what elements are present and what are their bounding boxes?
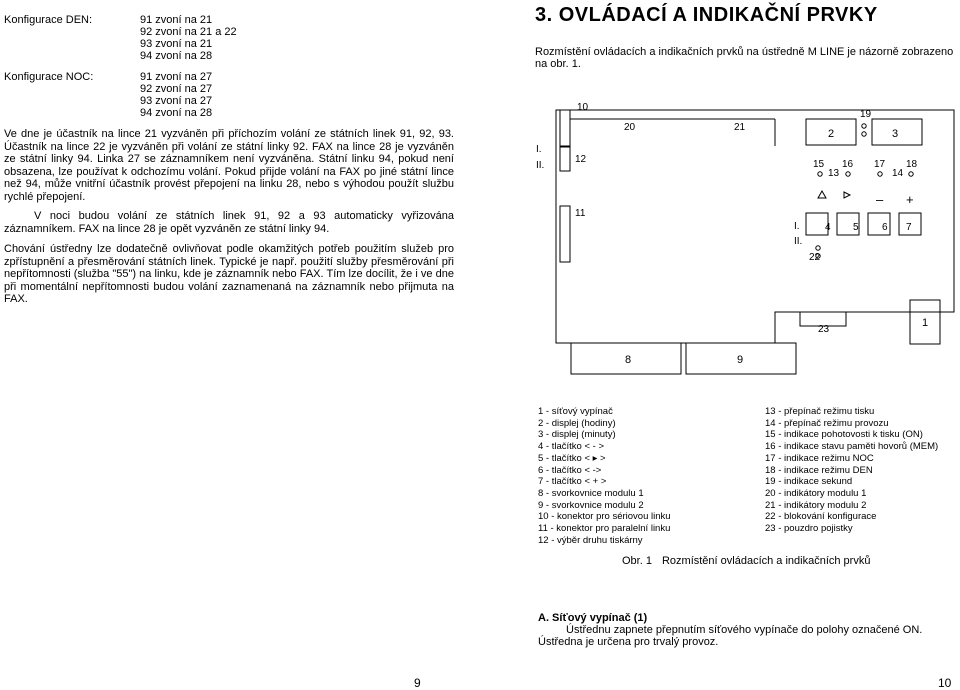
config-line: 91 zvoní na 27 — [140, 71, 213, 83]
config-den-lines — [140, 14, 237, 62]
config-line: 93 zvoní na 27 — [140, 95, 213, 107]
led-15 — [818, 172, 822, 176]
label-17: 17 — [874, 159, 886, 170]
legend-item: 13 - přepínač režimu tisku — [765, 406, 875, 417]
label-2: 2 — [828, 128, 835, 140]
paragraph-behavior: Chování ústředny lze dodatečně ovlivňovat podle okamžitých potřeb použitím služeb pro zpřístupnění a přesměrování státních linek. Typické je např. použití služby přesměrování při nepřítomnosti (služba "55") na linku, kde je záznamník nebo FAX. Tím lze docílit, že i ve dne při momentální nepřítomnosti budou volání zaznamenaná na záznamník nebo přijmuta na FAX. — [4, 243, 454, 305]
config-line: 93 zvoní na 21 — [140, 38, 213, 50]
section-a-body: Ústřednu zapnete přepnutím síťového vypínače do polohy označené ON. Ústředna je určena pro trvalý provoz. — [538, 624, 923, 648]
config-noc-lines — [140, 71, 212, 119]
label-plus: + — [906, 192, 914, 207]
legend-left — [538, 406, 671, 546]
label-roman-1b: I. — [794, 221, 800, 232]
label-10: 10 — [577, 102, 589, 113]
label-7: 7 — [906, 222, 912, 233]
label-23: 23 — [818, 324, 830, 335]
led-17 — [878, 172, 882, 176]
label-12: 12 — [575, 154, 587, 165]
legend-item: 3 - displej (minuty) — [538, 429, 616, 441]
device-diagram — [533, 97, 958, 379]
legend-item: 15 - indikace pohotovosti k tisku (ON) — [765, 429, 923, 441]
label-8: 8 — [625, 354, 632, 366]
label-4: 4 — [825, 222, 831, 233]
label-21: 21 — [734, 122, 746, 133]
legend-item: 16 - indikace stavu paměti hovorů (MEM) — [765, 441, 939, 453]
caption-label: Obr. 1 — [622, 555, 652, 567]
figure-caption — [622, 555, 870, 567]
caption-text: Rozmístění ovládacích a indikačních prvků — [661, 555, 871, 567]
label-5: 5 — [853, 222, 859, 233]
section-a — [538, 612, 958, 648]
legend-item: 19 - indikace sekund — [765, 476, 853, 488]
paragraph-day-config: Ve dne je účastník na lince 21 vyzváněn při příchozím volání ze státních linek 91, 92, 93. Účastník na lince 22 je vyzváněn při volání ze státní linky 92. FAX na lince 28 je vyzváněn ze státní linky 94. Linka 27 se záznamníkem není vyzváněna. Státní linku 94, pokud není obsazena, lze používat k odchozímu volání. Pokud přijde volání na FAX po jiné státní lince než 94, může vnitřní účastník provést přepojení na linku 28, nebo s výhodou použít službu rychlé přepojení. — [4, 128, 454, 203]
label-13: 13 — [828, 168, 840, 179]
paragraph-night-config: V noci budou volání ze státních linek 91, 92 a 93 automaticky vyřizována záznamníkem. FAX na lince 28 je opět vyzváněn ze státní linky 94. — [4, 210, 454, 235]
legend-item: 2 - displej (hodiny) — [538, 417, 616, 429]
legend-item: 10 - konektor pro sériovou linku — [538, 511, 671, 523]
config-den-label: Konfigurace DEN: — [4, 14, 93, 26]
label-roman-1: I. — [536, 144, 542, 155]
page-number-right: 10 — [938, 676, 952, 690]
led-19a — [862, 124, 866, 128]
printer-select — [560, 147, 570, 171]
label-11: 11 — [575, 208, 586, 219]
legend-item: 14 - přepínač režimu provozu — [765, 417, 889, 429]
legend-item: 6 - tlačítko < -> — [538, 464, 602, 476]
legend-item: 21 - indikátory modulu 2 — [765, 499, 867, 511]
label-22: 22 — [809, 252, 821, 263]
label-roman-2: II. — [536, 160, 545, 171]
label-20: 20 — [624, 122, 636, 133]
config-line: 92 zvoní na 27 — [140, 83, 213, 95]
led-18 — [909, 172, 913, 176]
legend-item: 20 - indikátory modulu 1 — [765, 487, 867, 499]
triangle-up-icon — [818, 191, 826, 198]
switch-22a — [816, 246, 820, 250]
label-16: 16 — [842, 159, 854, 170]
legend-item: 7 - tlačítko < + > — [538, 476, 607, 488]
serial-connector — [560, 110, 570, 146]
label-6: 6 — [882, 222, 888, 233]
legend-item: 8 - svorkovnice modulu 1 — [538, 487, 644, 499]
page-number-left: 9 — [414, 676, 421, 690]
label-1: 1 — [922, 317, 929, 329]
label-roman-2b: II. — [794, 236, 803, 247]
legend-item: 12 - výběr druhu tiskárny — [538, 534, 643, 546]
config-line: 92 zvoní na 21 a 22 — [140, 26, 237, 38]
config-line: 94 zvoní na 28 — [140, 50, 213, 62]
section-a-title: A. Síťový vypínač (1) — [538, 612, 648, 624]
label-19: 19 — [860, 109, 872, 120]
legend-item: 1 - síťový vypínač — [538, 406, 613, 417]
label-15: 15 — [813, 159, 825, 170]
legend-item: 17 - indikace režimu NOC — [765, 452, 874, 464]
legend-item: 22 - blokování konfigurace — [765, 511, 877, 523]
section-heading: 3. OVLÁDACÍ A INDIKAČNÍ PRVKY — [535, 4, 878, 26]
label-18: 18 — [906, 159, 918, 170]
legend-item: 4 - tlačítko < - > — [538, 441, 604, 453]
legend-item: 9 - svorkovnice modulu 2 — [538, 499, 644, 511]
legend-item: 5 - tlačítko < ▸ > — [538, 452, 606, 464]
config-line: 91 zvoní na 21 — [140, 14, 213, 26]
led-19b — [862, 132, 866, 136]
triangle-right-icon — [844, 192, 850, 198]
config-noc-label: Konfigurace NOC: — [4, 71, 94, 83]
legend-item: 18 - indikace režimu DEN — [765, 464, 873, 476]
label-14: 14 — [892, 168, 904, 179]
label-3: 3 — [892, 128, 899, 140]
parallel-connector — [560, 206, 570, 262]
legend-item: 11 - konektor pro paralelní linku — [538, 523, 671, 535]
led-16 — [846, 172, 850, 176]
config-line: 94 zvoní na 28 — [140, 107, 213, 119]
legend-item: 23 - pouzdro pojistky — [765, 523, 853, 535]
legend-right — [765, 406, 938, 535]
label-minus: – — [876, 192, 884, 207]
intro-text: Rozmístění ovládacích a indikačních prvků na ústředně M LINE je názorně zobrazeno na obr. 1. — [535, 46, 954, 70]
label-9: 9 — [737, 354, 744, 366]
